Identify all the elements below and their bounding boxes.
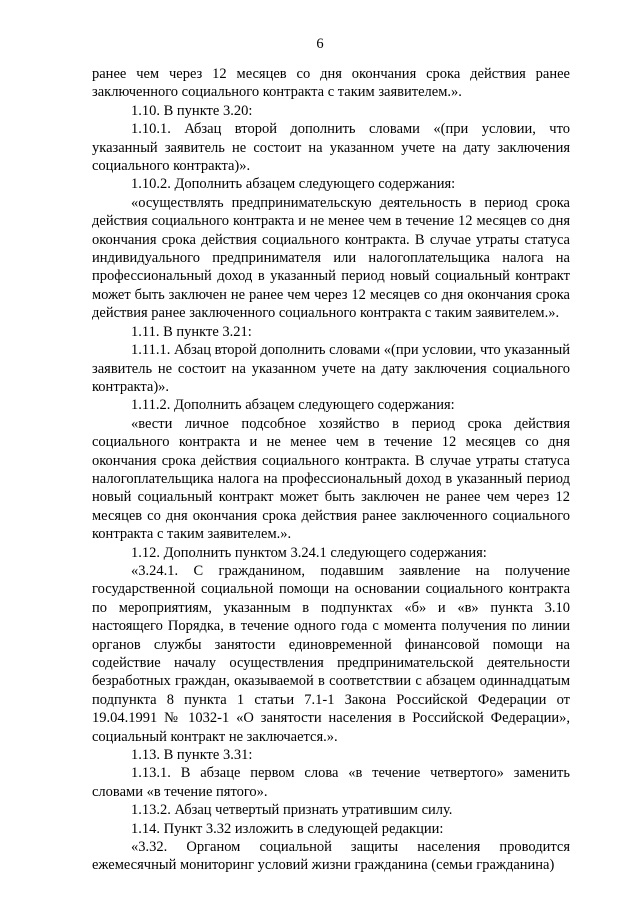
document-body (92, 65, 570, 875)
paragraph-item-1-10-2: 1.10.2. Дополнить абзацем следующего содержания: (131, 176, 456, 193)
paragraph-quote-3-24-1: «3.24.1. С гражданином, подавшим заявление на получение государственной социальной помощи на основании социального контракта по мероприятиям, указанным в подпунктах «б» и «в» пункта 3.10 настоящего Порядка, в течение одного года с момента получения по линии органов службы занятости единовременной финансовой помощи на содействие началу осуществления предпринимательской деятельности безработных граждан, оказываемой в соответствии с абзацем одиннадцатым подпункта 8 пункта 1 статьи 7.1-1 Закона Российской Федерации от 19.04.1991 № 1032-1 «О занятости населения в Российской Федерации», социальный контракт не заключается.». (92, 562, 570, 745)
paragraph-continuation: ранее чем через 12 месяцев со дня окончания срока действия ранее заключенного социального контракта с таким заявителем.». (92, 66, 570, 101)
paragraph-item-1-13-1: 1.13.1. В абзаце первом слова «в течение четвертого» заменить словами «в течение пятого». (92, 765, 570, 800)
paragraph-item-1-13: 1.13. В пункте 3.31: (131, 747, 253, 764)
paragraph-item-1-12: 1.12. Дополнить пунктом 3.24.1 следующего содержания: (131, 544, 487, 561)
page-number: 6 (316, 36, 324, 52)
paragraph-item-1-14: 1.14. Пункт 3.32 изложить в следующей редакции: (131, 820, 444, 837)
paragraph-quote-farming: «вести личное подсобное хозяйство в период срока действия социального контракта и не менее чем в течение 12 месяцев со дня окончания срока действия социального контракта. В случае утраты статуса налогоплательщика налога на профессиональный доход в указанный период новый социальный контракт может быть заключен не ранее чем через 12 месяцев со дня окончания срока действия ранее заключенного социального контракта с таким заявителем.». (92, 415, 570, 543)
paragraph-item-1-11-1: 1.11.1. Абзац второй дополнить словами «(при условии, что указанный заявитель не состоит на указанном учете на дату заключения социального контракта)». (92, 342, 571, 395)
paragraph-item-1-10: 1.10. В пункте 3.20: (131, 102, 253, 119)
paragraph-quote-3-32: «3.32. Органом социальной защиты населения проводится ежемесячный мониторинг условий жизни гражданина (семьи гражданина) (92, 839, 570, 874)
paragraph-quote-entrepreneur: «осуществлять предпринимательскую деятельность в период срока действия социального контракта и не менее чем в течение 12 месяцев со дня окончания срока действия социального контракта. В случае утраты статуса индивидуального предпринимателя или налогоплательщика налога на профессиональный доход в указанный период новый социальный контракт может быть заключен не ранее чем через 12 месяцев со дня окончания срока действия ранее заключенного социального контракта с таким заявителем.». (92, 194, 570, 322)
paragraph-item-1-11: 1.11. В пункте 3.21: (131, 323, 252, 340)
paragraph-item-1-10-1: 1.10.1. Абзац второй дополнить словами «(при условии, что указанный заявитель не состоит на указанном учете на дату заключения социального контракта)». (92, 121, 570, 175)
paragraph-item-1-11-2: 1.11.2. Дополнить абзацем следующего содержания: (131, 397, 455, 414)
paragraph-item-1-13-2: 1.13.2. Абзац четвертый признать утратившим силу. (131, 802, 453, 819)
